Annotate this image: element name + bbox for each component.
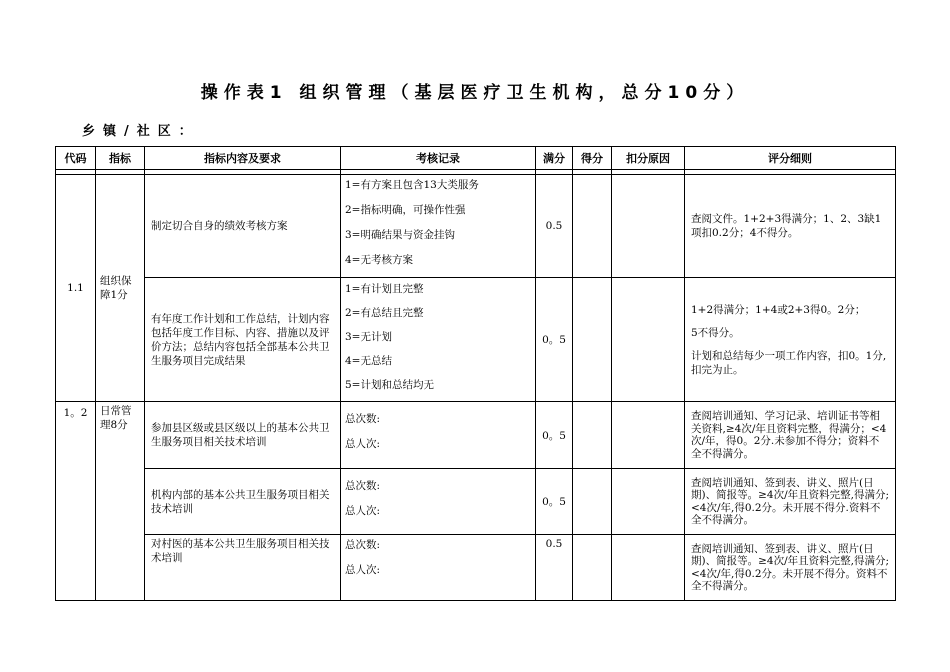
full-score-cell: 0.5 (536, 535, 573, 601)
header-code: 代码 (56, 147, 96, 170)
indicator-cell: 组织保障1分 (96, 175, 145, 402)
content-cell: 机构内部的基本公共卫生服务项目相关技术培训 (145, 469, 341, 535)
deduction-reason-cell[interactable] (612, 278, 685, 402)
header-content: 指标内容及要求 (145, 147, 341, 170)
records-cell (341, 278, 536, 402)
table-row (56, 535, 896, 601)
header-score: 得分 (573, 147, 612, 170)
records-cell (341, 469, 536, 535)
full-score-cell: 0.5 (536, 175, 573, 278)
full-score-cell: 0。5 (536, 402, 573, 469)
header-scoring-detail: 评分细则 (685, 147, 896, 170)
table-row (56, 469, 896, 535)
content-cell: 对村医的基本公共卫生服务项目相关技术培训 (145, 535, 341, 601)
deduction-reason-cell[interactable] (612, 535, 685, 601)
detail-cell (685, 278, 896, 402)
full-score-cell: 0。5 (536, 278, 573, 402)
score-cell[interactable] (573, 469, 612, 535)
detail-cell: 查阅培训通知、签到表、讲义、照片(日期)、简报等。≥4次/年且资料完整,得满分;<4次/年,得0.2分。未开展不得分.资料不全不得满分。 (685, 469, 896, 535)
record-option: 1=有方案且包含13大类服务 (345, 179, 479, 191)
detail-cell: 查阅培训通知、学习记录、培训证书等相关资料,≥4次/年且资料完整，得满分；<4次/年，得0。2分.未参加不得分；资料不全不得满分。 (685, 402, 896, 469)
records-cell (341, 535, 536, 601)
detail-text: 查阅文件。1+2+3得满分；1、2、3缺1项扣0.2分；4不得分。 (691, 213, 882, 239)
code-cell: 1.1 (56, 175, 96, 402)
content-cell: 参加县区级或县区级以上的基本公共卫生服务项目相关技术培训 (145, 402, 341, 469)
score-cell[interactable] (573, 402, 612, 469)
record-option: 总人次: (345, 438, 381, 450)
indicator-cell: 日常管理8分 (96, 402, 145, 601)
full-score-cell: 0。5 (536, 469, 573, 535)
record-option: 3=无计划 (345, 330, 392, 343)
deduction-reason-cell[interactable] (612, 469, 685, 535)
detail-cell: 查阅培训通知、签到表、讲义、照片(日期)、简报等。≥4次/年且资料完整,得满分;<4次/年,得0.2分。未开展不得分。资料不全不得满分。 (685, 535, 896, 601)
header-indicator: 指标 (96, 147, 145, 170)
record-option: 总次数: (345, 413, 381, 425)
record-option: 总次数: (345, 539, 381, 551)
detail-text: 5不得分。 (691, 326, 740, 339)
score-cell[interactable] (573, 535, 612, 601)
score-cell[interactable] (573, 175, 612, 278)
record-option: 4=无总结 (345, 354, 392, 367)
header-records: 考核记录 (341, 147, 536, 170)
header-full-score: 满分 (536, 147, 573, 170)
detail-text: 计划和总结每少一项工作内容，扣0。1分,扣完为止。 (691, 349, 887, 376)
records-cell (341, 402, 536, 469)
assessment-table (55, 146, 896, 601)
content-cell: 制定切合自身的绩效考核方案 (145, 175, 341, 278)
records-cell (341, 175, 536, 278)
record-option: 2=指标明确，可操作性强 (345, 204, 466, 216)
record-option: 4=无考核方案 (345, 254, 413, 266)
detail-text: 1+2得满分；1+4或2+3得0。2分； (691, 303, 866, 316)
record-option: 总次数: (345, 479, 381, 492)
record-option: 2=有总结且完整 (345, 306, 424, 319)
content-cell: 有年度工作计划和工作总结，计划内容包括年度工作目标、内容、措施以及评价方法；总结内容包括全部基本公共卫生服务项目完成结果 (145, 278, 341, 402)
table-row (56, 402, 896, 469)
header-row (56, 147, 896, 170)
header-deduction-reason: 扣分原因 (612, 147, 685, 170)
table-row (56, 175, 896, 278)
code-cell: 1。2 (56, 402, 96, 601)
deduction-reason-cell[interactable] (612, 175, 685, 278)
deduction-reason-cell[interactable] (612, 402, 685, 469)
record-option: 总人次: (345, 564, 381, 576)
record-option: 总人次: (345, 504, 381, 517)
record-option: 3=明确结果与资金挂钩 (345, 229, 455, 241)
table-row (56, 278, 896, 402)
record-option: 1=有计划且完整 (345, 282, 424, 295)
score-cell[interactable] (573, 278, 612, 402)
page-title: 操作表1 组织管理（基层医疗卫生机构，总分10分） (200, 83, 750, 103)
township-community-label: 乡镇/社区： (82, 124, 200, 139)
detail-cell (685, 175, 896, 278)
record-option: 5=计划和总结均无 (345, 378, 434, 391)
